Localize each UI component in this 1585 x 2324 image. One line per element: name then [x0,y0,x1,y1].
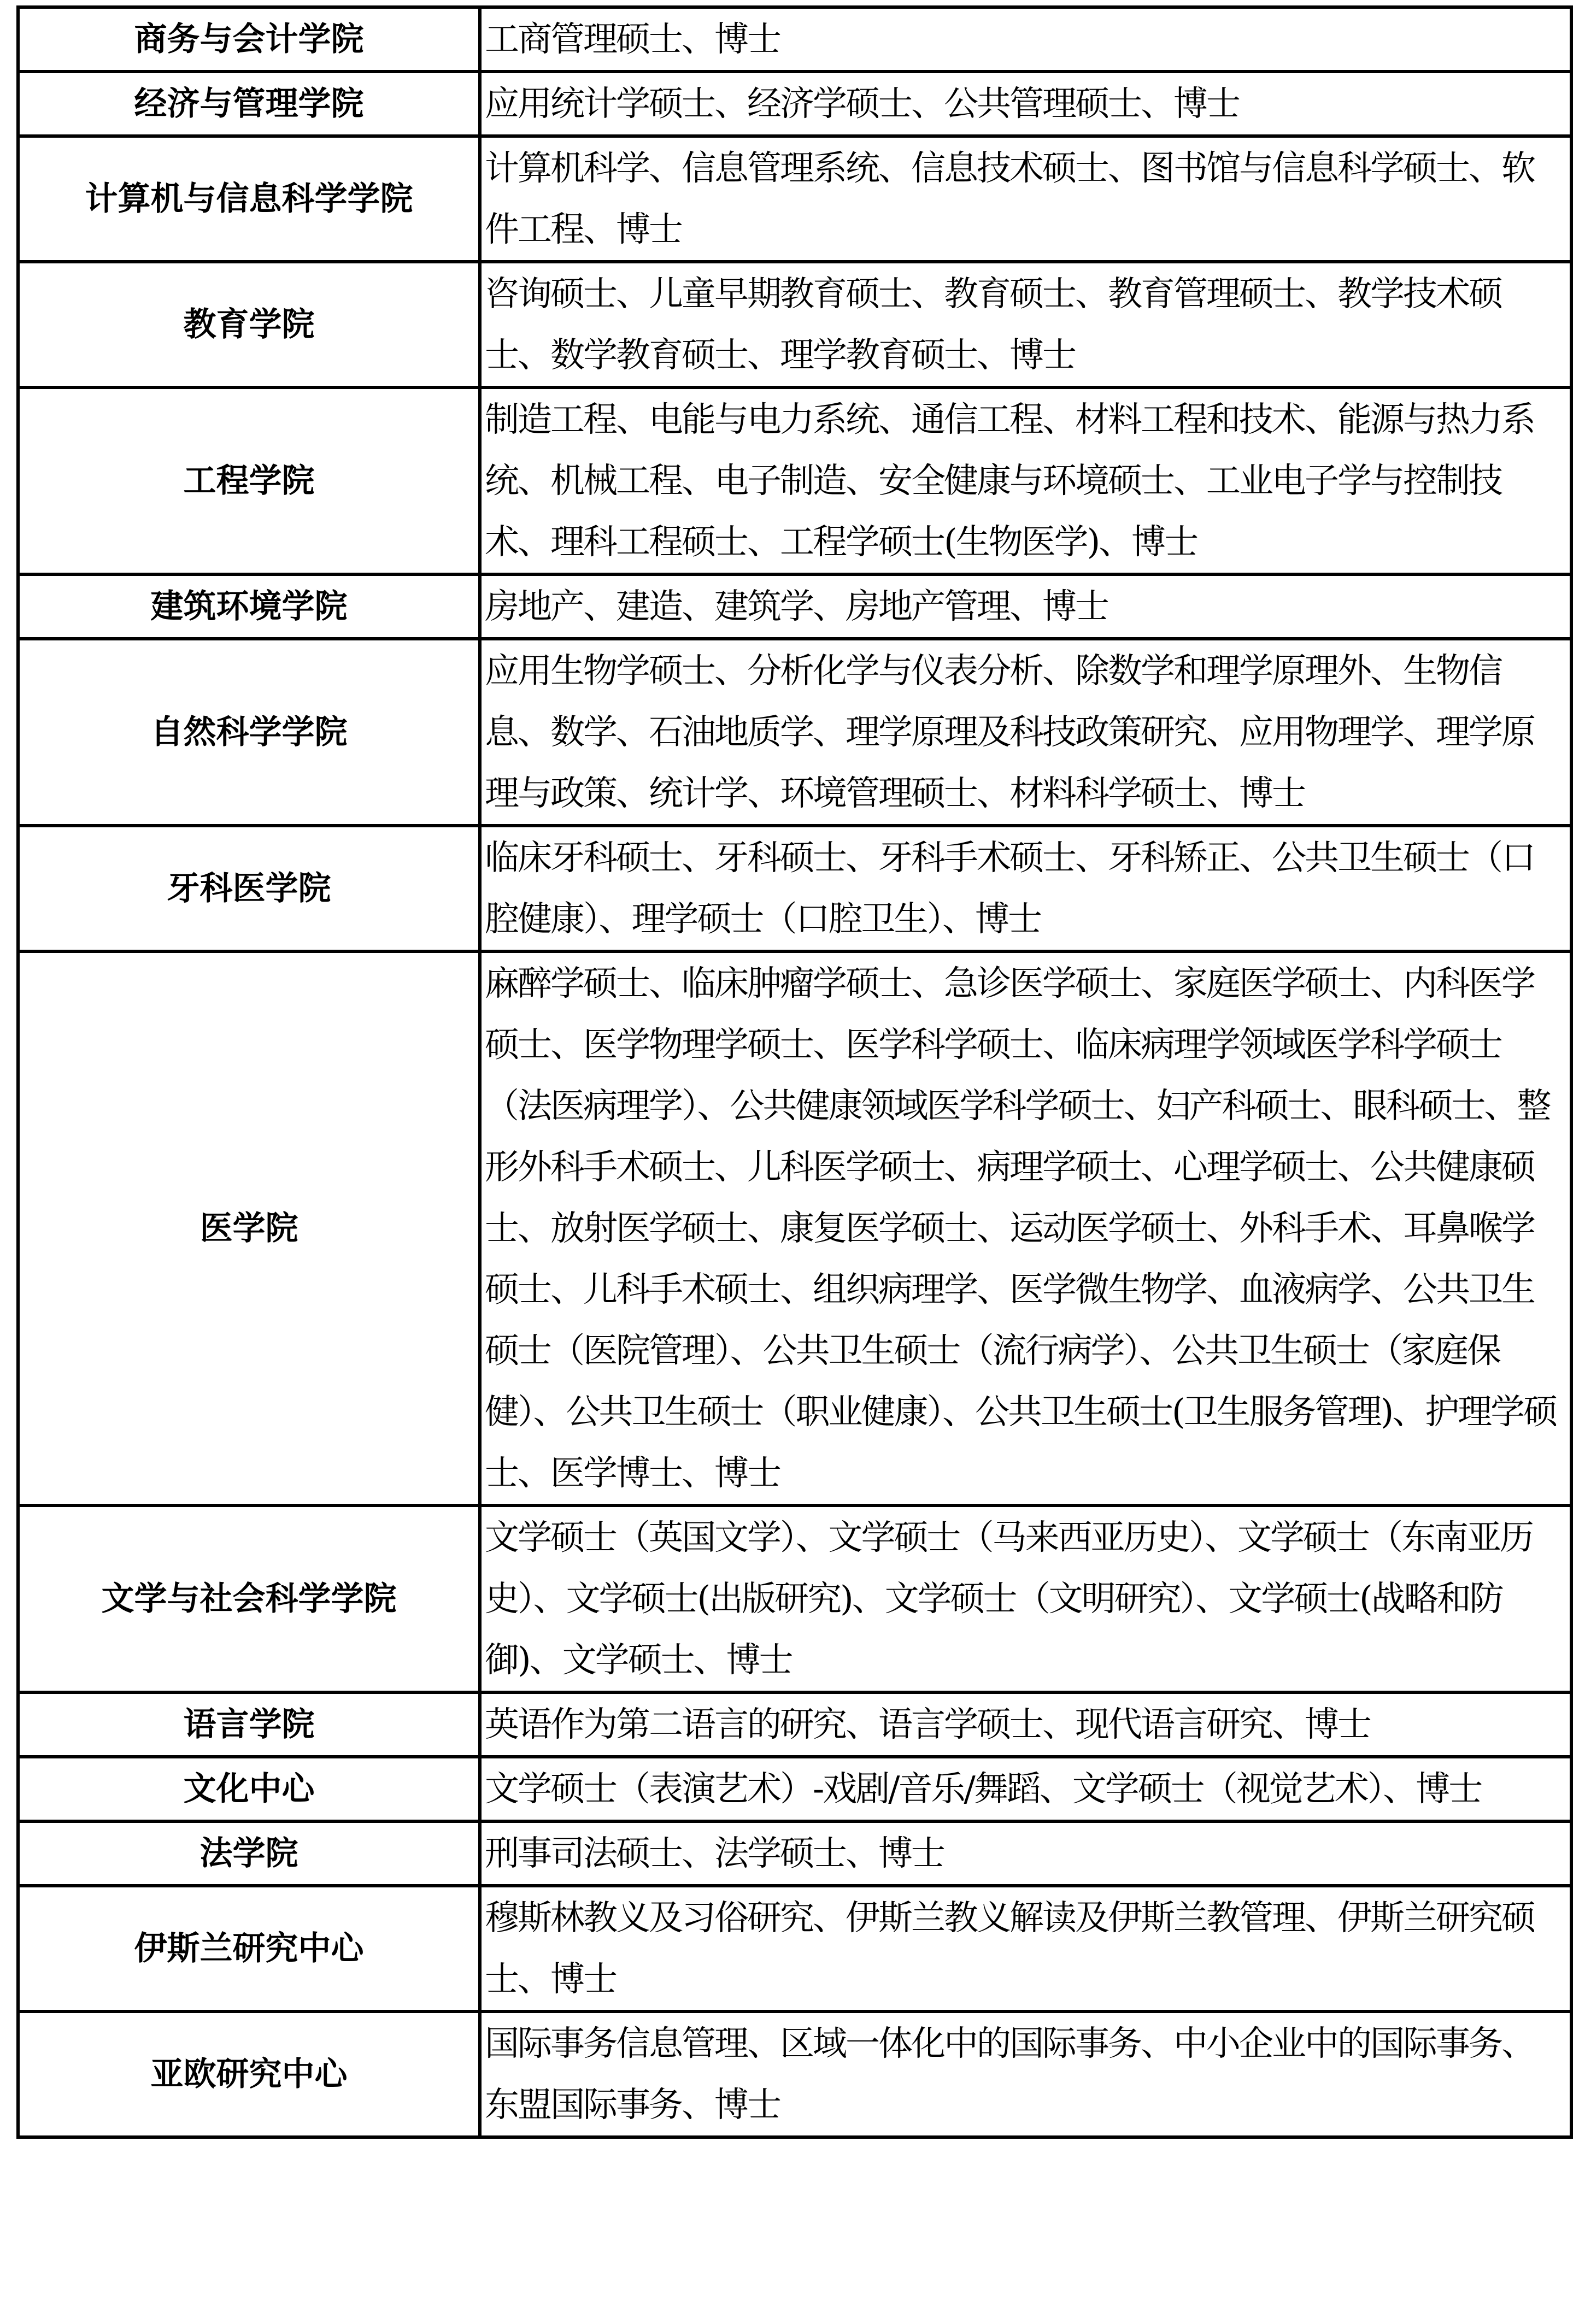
program-list: 穆斯林教义及习俗研究、伊斯兰教义解读及伊斯兰教管理、伊斯兰研究硕士、博士 [480,1886,1571,2011]
school-name: 伊斯兰研究中心 [18,1886,480,2011]
program-list: 制造工程、电能与电力系统、通信工程、材料工程和技术、能源与热力系统、机械工程、电子制造、安全健康与环境硕士、工业电子学与控制技术、理科工程硕士、工程学硕士(生物医学)、博士 [480,387,1571,574]
table-row [18,951,1571,1505]
school-name: 建筑环境学院 [18,574,480,639]
table-row [18,1757,1571,1821]
program-list: 国际事务信息管理、区域一体化中的国际事务、中小企业中的国际事务、东盟国际事务、博士 [480,2011,1571,2137]
school-name: 语言学院 [18,1692,480,1757]
school-name: 医学院 [18,951,480,1505]
school-name: 牙科医学院 [18,826,480,951]
program-list: 应用统计学硕士、经济学硕士、公共管理硕士、博士 [480,72,1571,136]
programs-table [16,5,1573,2139]
school-name: 文化中心 [18,1757,480,1821]
table-row [18,574,1571,639]
table-row [18,387,1571,574]
program-list: 文学硕士（表演艺术）-戏剧/音乐/舞蹈、文学硕士（视觉艺术）、博士 [480,1757,1571,1821]
program-list: 文学硕士（英国文学）、文学硕士（马来西亚历史）、文学硕士（东南亚历史）、文学硕士(出版研究)、文学硕士（文明研究）、文学硕士(战略和防御)、文学硕士、博士 [480,1505,1571,1692]
school-name: 教育学院 [18,262,480,387]
school-name: 自然科学学院 [18,639,480,826]
school-name: 商务与会计学院 [18,7,480,72]
school-name: 法学院 [18,1821,480,1886]
program-list: 工商管理硕士、博士 [480,7,1571,72]
program-list: 临床牙科硕士、牙科硕士、牙科手术硕士、牙科矫正、公共卫生硕士（口腔健康）、理学硕士（口腔卫生）、博士 [480,826,1571,951]
table-row [18,7,1571,72]
program-list: 英语作为第二语言的研究、语言学硕士、现代语言研究、博士 [480,1692,1571,1757]
program-list: 计算机科学、信息管理系统、信息技术硕士、图书馆与信息科学硕士、软件工程、博士 [480,136,1571,262]
table-row [18,1886,1571,2011]
table-row [18,136,1571,262]
program-list: 咨询硕士、儿童早期教育硕士、教育硕士、教育管理硕士、教学技术硕士、数学教育硕士、理学教育硕士、博士 [480,262,1571,387]
program-list: 刑事司法硕士、法学硕士、博士 [480,1821,1571,1886]
table-row [18,826,1571,951]
school-name: 亚欧研究中心 [18,2011,480,2137]
program-list: 应用生物学硕士、分析化学与仪表分析、除数学和理学原理外、生物信息、数学、石油地质学、理学原理及科技政策研究、应用物理学、理学原理与政策、统计学、环境管理硕士、材料科学硕士、博士 [480,639,1571,826]
school-name: 文学与社会科学学院 [18,1505,480,1692]
table-row [18,2011,1571,2137]
table-row [18,1692,1571,1757]
table-row [18,1821,1571,1886]
table-row [18,639,1571,826]
school-name: 工程学院 [18,387,480,574]
program-list: 房地产、建造、建筑学、房地产管理、博士 [480,574,1571,639]
school-name: 经济与管理学院 [18,72,480,136]
program-list: 麻醉学硕士、临床肿瘤学硕士、急诊医学硕士、家庭医学硕士、内科医学硕士、医学物理学硕士、医学科学硕士、临床病理学领域医学科学硕士（法医病理学）、公共健康领域医学科学硕士、妇产科硕士、眼科硕士、整形外科手术硕士、儿科医学硕士、病理学硕士、心理学硕士、公共健康硕士、放射医学硕士、康复医学硕士、运动医学硕士、外科手术、耳鼻喉学硕士、儿科手术硕士、组织病理学、医学微生物学、血液病学、公共卫生硕士（医院管理）、公共卫生硕士（流行病学）、公共卫生硕士（家庭保健）、公共卫生硕士（职业健康）、公共卫生硕士(卫生服务管理)、护理学硕士、医学博士、博士 [480,951,1571,1505]
table-row [18,1505,1571,1692]
table-row [18,262,1571,387]
school-name: 计算机与信息科学学院 [18,136,480,262]
table-row [18,72,1571,136]
